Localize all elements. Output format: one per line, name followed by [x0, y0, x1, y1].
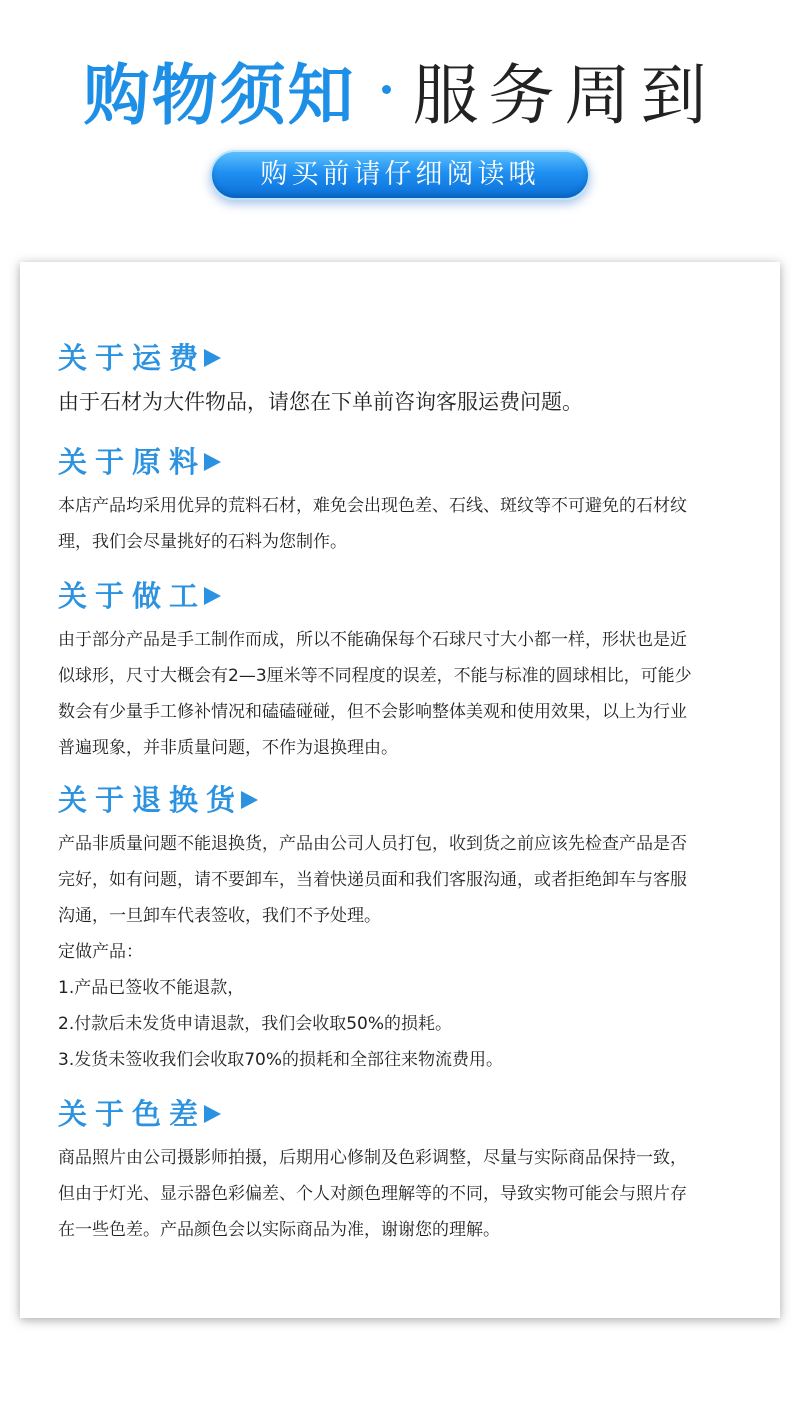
section-title — [58, 442, 748, 482]
section-title-text: 关于运费 — [58, 341, 207, 375]
section-title-text: 关于退换货 — [58, 783, 244, 817]
section-line: 3.发货未签收我们会收取70%的损耗和全部往来物流费用。 — [58, 1050, 504, 1070]
section-line: 沟通，一旦卸车代表签收，我们不予处理。 — [58, 906, 381, 926]
subtitle-text: 购买前请仔细阅读哦 — [260, 159, 540, 190]
section-workmanship — [58, 576, 748, 766]
notice-card — [20, 262, 780, 1318]
triangle-arrow-icon — [204, 453, 221, 471]
section-line: 在一些色差。产品颜色会以实际商品为准，谢谢您的理解。 — [58, 1220, 500, 1240]
triangle-arrow-icon — [241, 791, 258, 809]
section-line: 普遍现象，并非质量问题，不作为退换理由。 — [58, 738, 398, 758]
section-shipping — [58, 338, 748, 422]
section-line: 1.产品已签收不能退款， — [58, 978, 245, 998]
triangle-arrow-icon — [204, 349, 221, 367]
section-line: 但由于灯光、显示器色彩偏差、个人对颜色理解等的不同，导致实物可能会与照片存 — [58, 1184, 687, 1204]
title-separator-dot — [382, 85, 391, 94]
title-shopping-notice: 购物须知 — [83, 57, 356, 134]
page-header — [0, 0, 800, 240]
section-title-text: 关于色差 — [58, 1097, 207, 1131]
section-line: 由于石材为大件物品，请您在下单前咨询客服运费问题。 — [58, 390, 583, 414]
subtitle-banner — [210, 150, 590, 200]
section-title-text: 关于做工 — [58, 579, 207, 613]
section-line: 2.付款后未发货申请退款，我们会收取50%的损耗。 — [58, 1014, 453, 1034]
section-line: 似球形，尺寸大概会有2—3厘米等不同程度的误差，不能与标准的圆球相比，可能少 — [58, 666, 692, 686]
section-title — [58, 1094, 748, 1134]
triangle-arrow-icon — [204, 587, 221, 605]
section-returns — [58, 780, 748, 1078]
section-line: 产品非质量问题不能退换货，产品由公司人员打包，收到货之前应该先检查产品是否 — [58, 834, 687, 854]
section-title — [58, 576, 748, 616]
section-line: 商品照片由公司摄影师拍摄，后期用心修制及色彩调整，尽量与实际商品保持一致， — [58, 1148, 687, 1168]
section-color-difference — [58, 1094, 748, 1248]
section-title — [58, 780, 748, 820]
triangle-arrow-icon — [204, 1105, 221, 1123]
section-line: 理，我们会尽量挑好的石料为您制作。 — [58, 532, 347, 552]
section-line: 本店产品均采用优异的荒料石材，难免会出现色差、石线、斑纹等不可避免的石材纹 — [58, 496, 687, 516]
section-title — [58, 338, 748, 378]
section-line: 定做产品： — [58, 942, 143, 962]
title-service: 服务周到 — [412, 57, 717, 134]
section-line: 完好，如有问题，请不要卸车，当着快递员面和我们客服沟通，或者拒绝卸车与客服 — [58, 870, 687, 890]
section-line: 由于部分产品是手工制作而成，所以不能确保每个石球尺寸大小都一样，形状也是近 — [58, 630, 687, 650]
page-title — [0, 42, 800, 137]
section-line: 数会有少量手工修补情况和磕磕碰碰，但不会影响整体美观和使用效果，以上为行业 — [58, 702, 687, 722]
section-material — [58, 442, 748, 560]
section-title-text: 关于原料 — [58, 445, 207, 479]
